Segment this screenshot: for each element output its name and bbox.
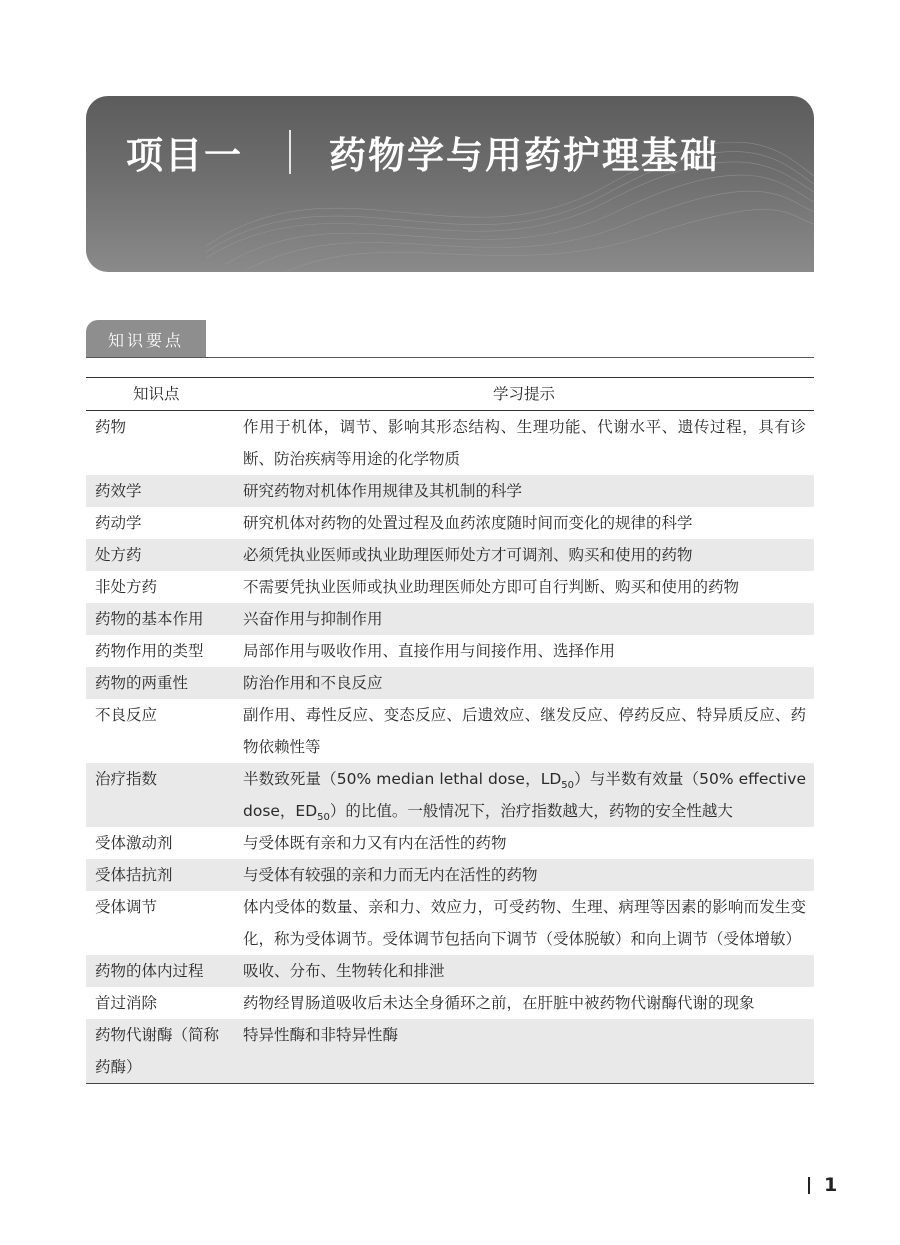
title-divider — [289, 130, 291, 174]
section-rule — [86, 357, 814, 358]
term-cell: 治疗指数 — [95, 770, 158, 788]
hint-cell: 体内受体的数量、亲和力、效应力，可受药物、生理、病理等因素的影响而发生变化，称为受体调节。受体调节包括向下调节（受体脱敏）和向上调节（受体增敏） — [243, 898, 806, 948]
term-cell: 药物 — [95, 418, 127, 436]
hint-cell: 必须凭执业医师或执业助理医师处方才可调剂、购买和使用的药物 — [243, 546, 693, 564]
table-row — [86, 667, 814, 699]
term-cell: 药物作用的类型 — [95, 642, 204, 660]
table-row — [86, 1019, 814, 1084]
table-row — [86, 411, 814, 476]
page-number-bar — [808, 1177, 810, 1194]
hint-cell — [234, 763, 814, 827]
term-cell: 药物代谢酶（简称药酶） — [95, 1026, 220, 1076]
hint-cell: 药物经胃肠道吸收后未达全身循环之前，在肝脏中被药物代谢酶代谢的现象 — [243, 994, 755, 1012]
hint-cell: 不需要凭执业医师或执业助理医师处方即可自行判断、购买和使用的药物 — [243, 578, 740, 596]
section-tab: 知识要点 — [86, 320, 206, 358]
hint-cell: 特异性酶和非特异性酶 — [243, 1026, 399, 1044]
table-row — [86, 539, 814, 571]
hint-cell: 副作用、毒性反应、变态反应、后遗效应、继发反应、停药反应、特异质反应、药物依赖性等 — [243, 706, 806, 756]
term-cell: 受体调节 — [95, 898, 158, 916]
subscript: 50 — [561, 780, 574, 792]
term-cell: 处方药 — [95, 546, 142, 564]
chapter-banner — [86, 96, 814, 272]
table-row — [86, 603, 814, 635]
knowledge-points-table — [86, 377, 814, 1084]
page-number — [808, 1172, 837, 1198]
term-cell: 受体拮抗剂 — [95, 866, 173, 884]
hint-cell: 研究药物对机体作用规律及其机制的科学 — [243, 482, 523, 500]
hint-cell: 吸收、分布、生物转化和排泄 — [243, 962, 445, 980]
hint-text: 半数致死量（50% median lethal dose，LD — [243, 770, 562, 788]
table-header-row — [86, 378, 814, 411]
table-row — [86, 987, 814, 1019]
hint-cell: 与受体有较强的亲和力而无内在活性的药物 — [243, 866, 538, 884]
chapter-heading — [126, 124, 719, 180]
hint-cell: 研究机体对药物的处置过程及血药浓度随时间而变化的规律的科学 — [243, 514, 693, 532]
table-row — [86, 699, 814, 763]
table-row — [86, 475, 814, 507]
term-cell: 药物的基本作用 — [95, 610, 204, 628]
hint-cell: 与受体既有亲和力又有内在活性的药物 — [243, 834, 507, 852]
decorative-waves — [86, 96, 814, 272]
table-row — [86, 507, 814, 539]
table-row — [86, 859, 814, 891]
table-row — [86, 763, 814, 827]
header-hint: 学习提示 — [234, 378, 814, 411]
hint-cell: 防治作用和不良反应 — [243, 674, 383, 692]
term-cell: 药效学 — [95, 482, 142, 500]
chapter-title: 药物学与用药护理基础 — [329, 134, 719, 177]
term-cell: 药物的体内过程 — [95, 962, 204, 980]
chapter-label: 项目一 — [126, 134, 243, 177]
hint-text: ）的比值。一般情况下，治疗指数越大，药物的安全性越大 — [329, 802, 733, 820]
term-cell: 药物的两重性 — [95, 674, 189, 692]
subscript: 50 — [317, 812, 330, 824]
table-row — [86, 891, 814, 955]
hint-text: ）与半数有效量（50% effective dose，ED — [243, 770, 806, 820]
table-row — [86, 571, 814, 603]
table-row — [86, 827, 814, 859]
term-cell: 不良反应 — [95, 706, 158, 724]
term-cell: 非处方药 — [95, 578, 158, 596]
page-number-value: 1 — [824, 1174, 838, 1196]
hint-cell: 局部作用与吸收作用、直接作用与间接作用、选择作用 — [243, 642, 616, 660]
hint-cell: 兴奋作用与抑制作用 — [243, 610, 383, 628]
term-cell: 首过消除 — [95, 994, 158, 1012]
table-row — [86, 955, 814, 987]
hint-cell: 作用于机体，调节、影响其形态结构、生理功能、代谢水平、遗传过程，具有诊断、防治疾病等用途的化学物质 — [243, 418, 806, 468]
table-row — [86, 635, 814, 667]
term-cell: 药动学 — [95, 514, 142, 532]
header-term: 知识点 — [86, 378, 234, 411]
term-cell: 受体激动剂 — [95, 834, 173, 852]
